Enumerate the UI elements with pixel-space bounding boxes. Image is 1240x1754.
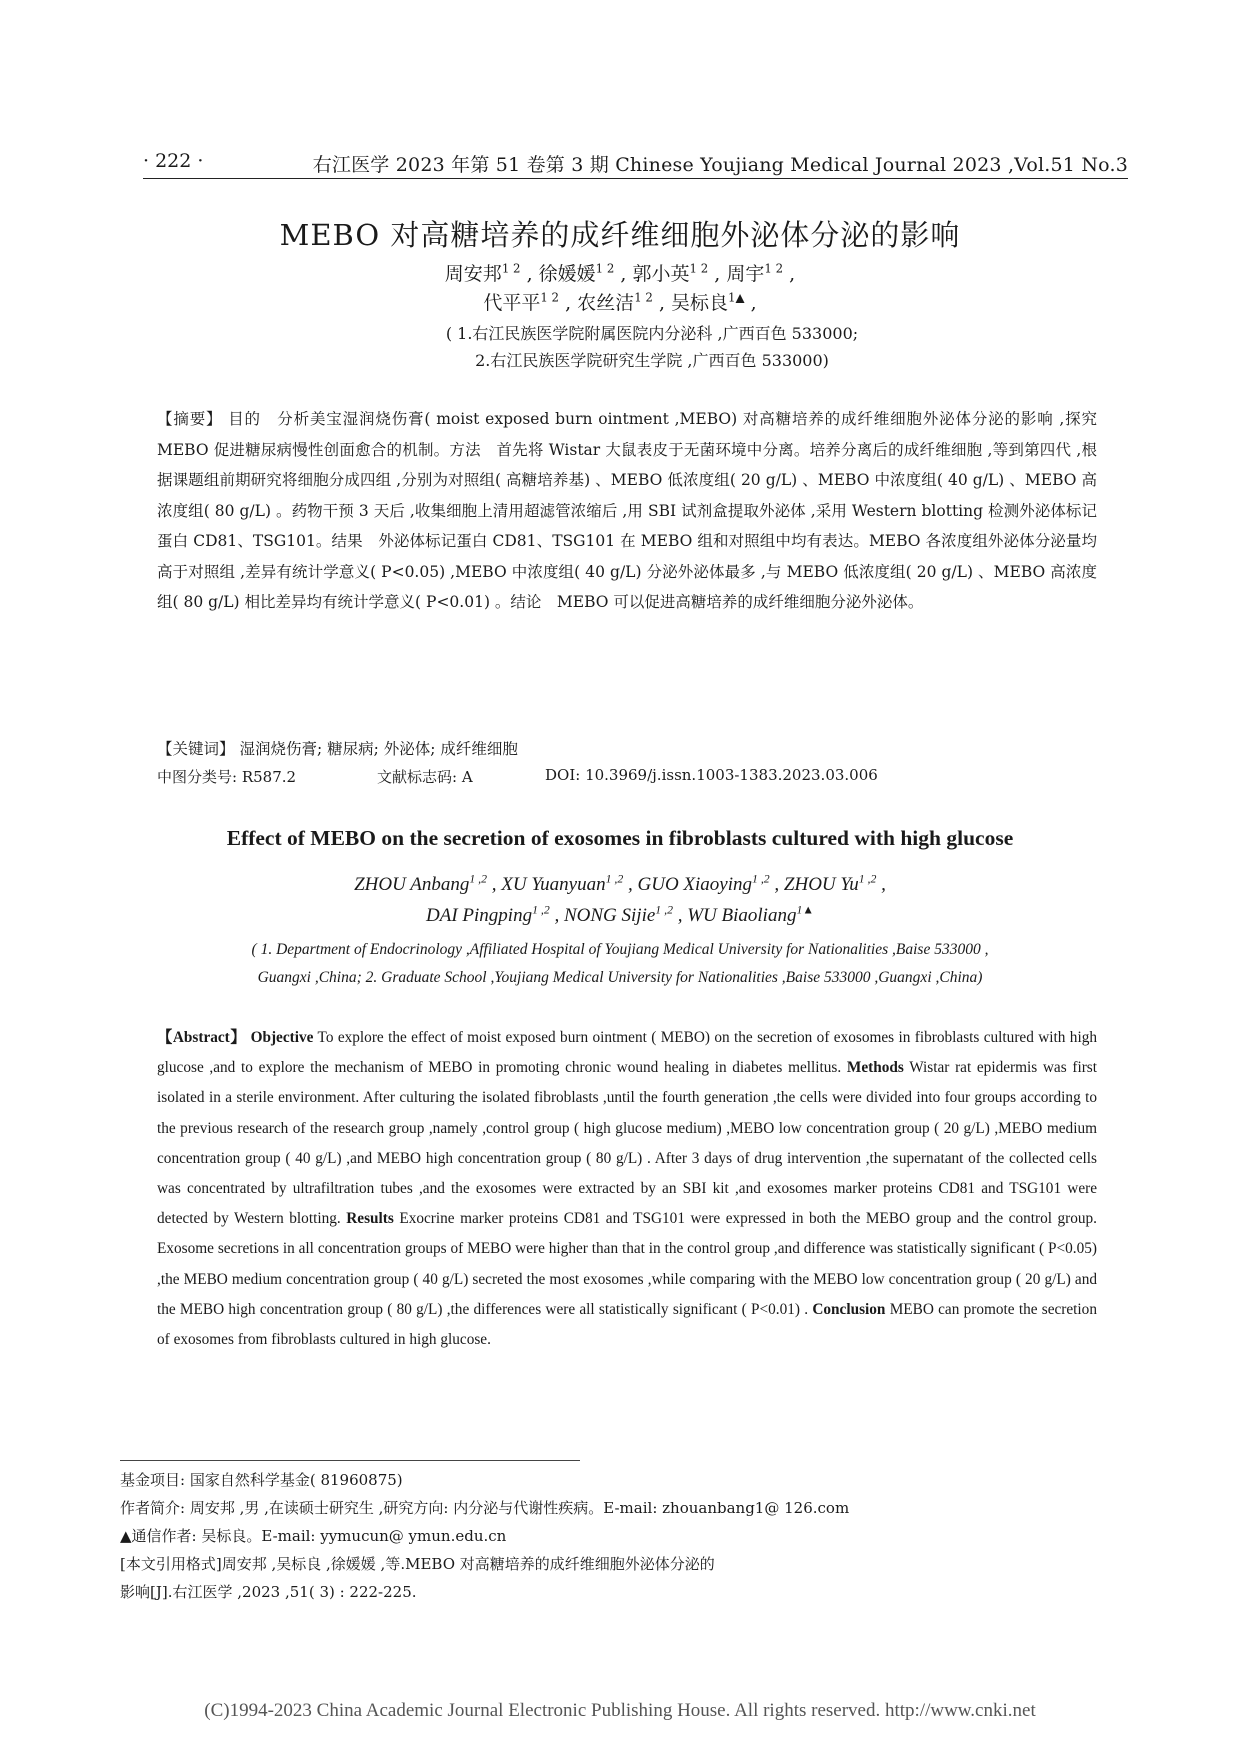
- footnote-rule: [120, 1460, 580, 1461]
- author-sup: 1 ,2: [469, 872, 487, 886]
- author-sup: 1 2: [689, 261, 709, 276]
- objective-label: Objective: [250, 1029, 314, 1046]
- author-name: ZHOU Anbang: [354, 874, 470, 895]
- author-name: NONG Sijie: [563, 905, 656, 926]
- footnote-corresponding: ▲通信作者: 吴标良。E-mail: yymucun@ ymun.edu.cn: [120, 1527, 507, 1545]
- author-name: ZHOU Yu: [783, 874, 859, 895]
- author-name: XU Yuanyuan: [501, 874, 606, 895]
- author-name: DAI Pingping: [426, 905, 533, 926]
- author-sup: 1 2: [540, 290, 560, 305]
- cn-affiliation-line1: ( 1.右江民族医学院附属医院内分泌科 ,广西百色 533000;: [445, 324, 859, 343]
- doi: DOI: 10.3969/j.issn.1003-1383.2023.03.006: [545, 766, 878, 784]
- header-rule: [143, 178, 1128, 179]
- page-number: · 222 ·: [143, 150, 204, 172]
- footnote-author-intro: 作者简介: 周安邦 ,男 ,在读硕士研究生 ,研究方向: 内分泌与代谢性疾病。E-mail: zhouanbang1@ 126.com: [120, 1499, 850, 1517]
- copyright-line: (C)1994-2023 China Academic Journal Electronic Publishing House. All rights reserved. http://www.cnki.net: [204, 1700, 1036, 1721]
- footnote-fund: 基金项目: 国家自然科学基金( 81960875): [120, 1471, 403, 1489]
- author-name: 吴标良: [671, 292, 729, 314]
- author-sup: 1 ,2: [605, 872, 624, 886]
- cn-title: MEBO 对高糖培养的成纤维细胞外泌体分泌的影响: [279, 218, 961, 252]
- cn-authors-line2: 代平平$^{1 2}$ , 农丝洁$^{1 2}$ , 吴标良$^{1▲}$ ,: [483, 290, 757, 314]
- results-text: Exocrine marker proteins CD81 and TSG101 were expressed in both the MEBO group and the control group. Exosome secretions in all concentration groups of MEBO were higher than that in the control group ,and difference was statistically significant ( P<0.05) ,the MEBO medium concentration group ( 40 g/L) secreted the most exosomes ,while comparing with the MEBO low concentration group ( 20 g/L) and the MEBO high concentration group ( 80 g/L) ,the differences were all statistically significant ( P<0.01) .: [157, 1210, 1098, 1318]
- conclusion-label: Conclusion: [812, 1300, 886, 1318]
- cn-abstract-label: 【摘要】: [157, 410, 223, 428]
- footnote-citation-line2: 影响[J].右江医学 ,2023 ,51( 3) : 222-225.: [120, 1583, 417, 1601]
- methods-label: Methods: [846, 1059, 904, 1077]
- cn-abstract: [157, 404, 1097, 618]
- author-name: GUO Xiaoying: [637, 874, 753, 895]
- author-sup: 1 ,2: [655, 903, 673, 917]
- objective-text: To explore the effect of moist exposed burn ointment ( MEBO) on the secretion of exosomes in fibroblasts cultured with high glucose ,and to explore the mechanism of MEBO in promoting chronic wound healing in diabetes mellitus.: [157, 1029, 1097, 1077]
- en-title: Effect of MEBO on the secretion of exosomes in fibroblasts cultured with high glucose: [226, 826, 1014, 850]
- author-sup: 1▲: [728, 290, 745, 305]
- en-authors-line2: DAI Pingping$^{1 ,2}$ , NONG Sijie$^{1 ,2}$ , WU Biaoliang$^{1▲}$: [426, 903, 814, 926]
- author-sup: 1 2: [501, 261, 521, 276]
- cn-keywords-text: 湿润烧伤膏; 糖尿病; 外泌体; 成纤维细胞: [239, 740, 518, 758]
- methods-text: Wistar rat epidermis was first isolated in a sterile environment. After culturing the isolated fibroblasts ,until the fourth generation ,the cells were divided into four groups according to the previous research of the research group ,namely ,control group ( high glucose medium) ,MEBO low concentration group ( 20 g/L) ,MEBO medium concentration group ( 40 g/L) ,and MEBO high concentration group ( 80 g/L) . After 3 days of drug intervention ,the supernatant of the collected cells was concentrated by ultrafiltration tubes ,and the exosomes were extracted by an SBI kit ,and exosomes marker proteins CD81 and TSG101 were detected by Western blotting.: [157, 1059, 1097, 1228]
- journal-info: 右江医学 2023 年第 51 卷第 3 期 Chinese Youjiang Medical Journal 2023 ,Vol.51 No.3: [312, 154, 1128, 176]
- author-sup: 1▲: [796, 903, 814, 917]
- document-code: 文献标志码: A: [377, 768, 473, 786]
- cn-authors-line1: 周安邦$^{1 2}$ , 徐媛媛$^{1 2}$ , 郭小英$^{1 2}$ , 周宇$^{1 2}$ ,: [444, 261, 796, 285]
- cn-keywords: [157, 734, 1097, 764]
- en-authors-line1: ZHOU Anbang$^{1 ,2}$ , XU Yuanyuan$^{1 ,2}$ , GUO Xiaoying$^{1 ,2}$ , ZHOU Yu$^{1 ,2}$ ,: [354, 872, 886, 895]
- en-abstract: [157, 1023, 1097, 1355]
- clc-number: 中图分类号: R587.2: [157, 768, 297, 786]
- conclusion-text: MEBO can promote the secretion of exosomes from fibroblasts cultured in high glucose.: [157, 1300, 1097, 1349]
- en-affiliation-line1: ( 1. Department of Endocrinology ,Affiliated Hospital of Youjiang Medical University for Nationalities ,Baise 533000 ,: [251, 941, 989, 958]
- author-sup: 1 ,2: [858, 872, 877, 886]
- en-abstract-label: 【Abstract】: [157, 1029, 247, 1046]
- results-label: Results: [346, 1210, 394, 1228]
- footnote-citation-line1: [本文引用格式]周安邦 ,吴标良 ,徐媛媛 ,等.MEBO 对高糖培养的成纤维细胞外泌体分泌的: [120, 1555, 715, 1573]
- author-name: 代平平: [483, 292, 541, 314]
- cn-affiliation-line2: 2.右江民族医学院研究生学院 ,广西百色 533000): [475, 351, 829, 370]
- running-header: [143, 150, 1128, 180]
- cn-abstract-text: 目的 分析美宝湿润烧伤膏( moist exposed burn ointment ,MEBO) 对高糖培养的成纤维细胞外泌体分泌的影响 ,探究 MEBO 促进糖尿病慢性创面愈合的机制。方法 首先将 Wistar 大鼠表皮于无菌环境中分离。培养分离后的成纤维细胞 ,等到第四代 ,根据课题组前期研究将细胞分成四组 ,分别为对照组( 高糖培养基) 、MEBO 低浓度组( 20 g/L) 、MEBO 中浓度组( 40 g/L) 、MEBO 高浓度组( 80 g/L) 。药物干预 3 天后 ,收集细胞上清用超滤管浓缩后 ,用 SBI 试剂盒提取外泌体 ,采用 Western blotting 检测外泌体标记蛋白 CD81、TSG101。结果 外泌体标记蛋白 CD81、TSG101 在 MEBO 组和对照组中均有表达。MEBO 各浓度组外泌体分泌量均高于对照组 ,差异有统计学意义( P<0.05) ,MEBO 中浓度组( 40 g/L) 分泌外泌体最多 ,与 MEBO 低浓度组( 20 g/L) 、MEBO 高浓度组( 80 g/L) 相比差异均有统计学意义( P<0.01) 。结论 MEBO 可以促进高糖培养的成纤维细胞分泌外泌体。: [157, 410, 1097, 611]
- author-name: WU Biaoliang: [687, 905, 797, 926]
- author-name: 周安邦: [444, 263, 502, 285]
- author-sup: 1 2: [764, 261, 784, 276]
- author-name: 徐媛媛: [538, 263, 596, 285]
- author-name: 周宇: [726, 263, 765, 285]
- author-name: 农丝洁: [577, 292, 635, 314]
- en-affiliation-line2: Guangxi ,China; 2. Graduate School ,Youjiang Medical University for Nationalities ,Baise 533000 ,Guangxi ,China): [257, 969, 983, 986]
- cn-keywords-label: 【关键词】: [157, 740, 235, 758]
- author-sup: 1 2: [595, 261, 615, 276]
- author-name: 郭小英: [632, 263, 690, 285]
- author-sup: 1 ,2: [532, 903, 550, 917]
- author-sup: 1 ,2: [752, 872, 770, 886]
- author-sup: 1 2: [634, 290, 653, 305]
